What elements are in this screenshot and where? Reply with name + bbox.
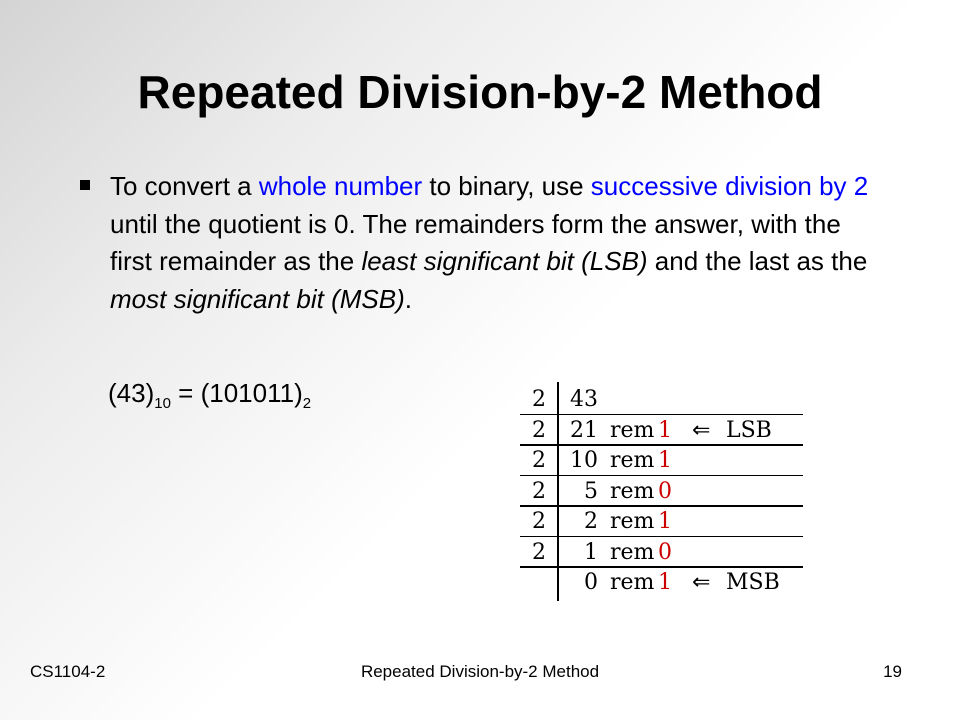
conversion-equation: [108, 376, 311, 421]
arrow-left-icon: ⇐: [692, 417, 711, 443]
rem-label: rem: [610, 570, 655, 595]
division-row-rule: [520, 414, 803, 416]
division-row-rule: [520, 566, 803, 568]
divisor: 2: [532, 417, 546, 443]
remainder-digit: 1: [658, 570, 672, 595]
highlight-whole-number: whole number: [258, 171, 423, 201]
rem-label: rem: [610, 417, 655, 443]
decimal-value: (43): [108, 378, 155, 408]
text-run: To convert a: [110, 171, 259, 201]
text-run: .: [404, 283, 412, 314]
highlight-successive-division: successive division by 2: [590, 171, 869, 201]
text-run: to binary, use: [422, 171, 591, 201]
equals-sign: =: [170, 378, 201, 408]
division-table: [520, 382, 810, 602]
decimal-base: 10: [154, 395, 171, 412]
remainder-digit: 1: [658, 509, 672, 534]
footer-title: Repeated Division-by-2 Method: [360, 662, 600, 681]
quotient: 10: [570, 448, 598, 473]
quotient: 21: [570, 417, 598, 443]
italic-msb: most significant bit (MSB): [110, 283, 405, 314]
bullet-square-icon: [80, 180, 90, 190]
slide-title: Repeated Division-by-2 Method: [137, 66, 823, 118]
bullet-paragraph: [110, 168, 870, 318]
footer-page-number: 19: [883, 662, 902, 681]
remainder-digit: 0: [658, 478, 672, 504]
quotient: 1: [584, 539, 598, 565]
division-row-rule: [520, 505, 803, 507]
arrow-left-icon: ⇐: [692, 570, 711, 595]
remainder-digit: 1: [658, 417, 672, 443]
text-run: until the quotient is 0. The remainders form the answer, with the first remainder as the: [110, 208, 841, 276]
remainder-digit: 1: [658, 448, 672, 473]
remainder-digit: 0: [658, 539, 672, 565]
rem-label: rem: [610, 539, 655, 565]
bit-label: MSB: [726, 570, 780, 595]
divisor: 2: [532, 509, 546, 534]
divisor: 2: [532, 478, 546, 504]
quotient: 5: [584, 478, 598, 504]
bit-label: LSB: [726, 417, 772, 443]
quotient: 0: [584, 570, 598, 595]
quotient: 43: [570, 387, 598, 412]
divisor: 2: [532, 387, 546, 412]
divisor: 2: [532, 539, 546, 565]
division-row-rule: [520, 444, 803, 446]
divisor: 2: [532, 448, 546, 473]
binary-value: (101011): [200, 378, 303, 408]
italic-lsb: least significant bit (LSB): [361, 246, 648, 276]
division-row-rule: [520, 536, 803, 538]
quotient: 2: [584, 509, 598, 534]
footer-course: CS1104-2: [30, 662, 106, 681]
rem-label: rem: [610, 478, 655, 504]
rem-label: rem: [610, 448, 655, 473]
rem-label: rem: [610, 509, 655, 534]
division-row-rule: [520, 475, 803, 477]
text-run: and the last as the: [647, 246, 868, 276]
binary-base: 2: [302, 395, 312, 412]
